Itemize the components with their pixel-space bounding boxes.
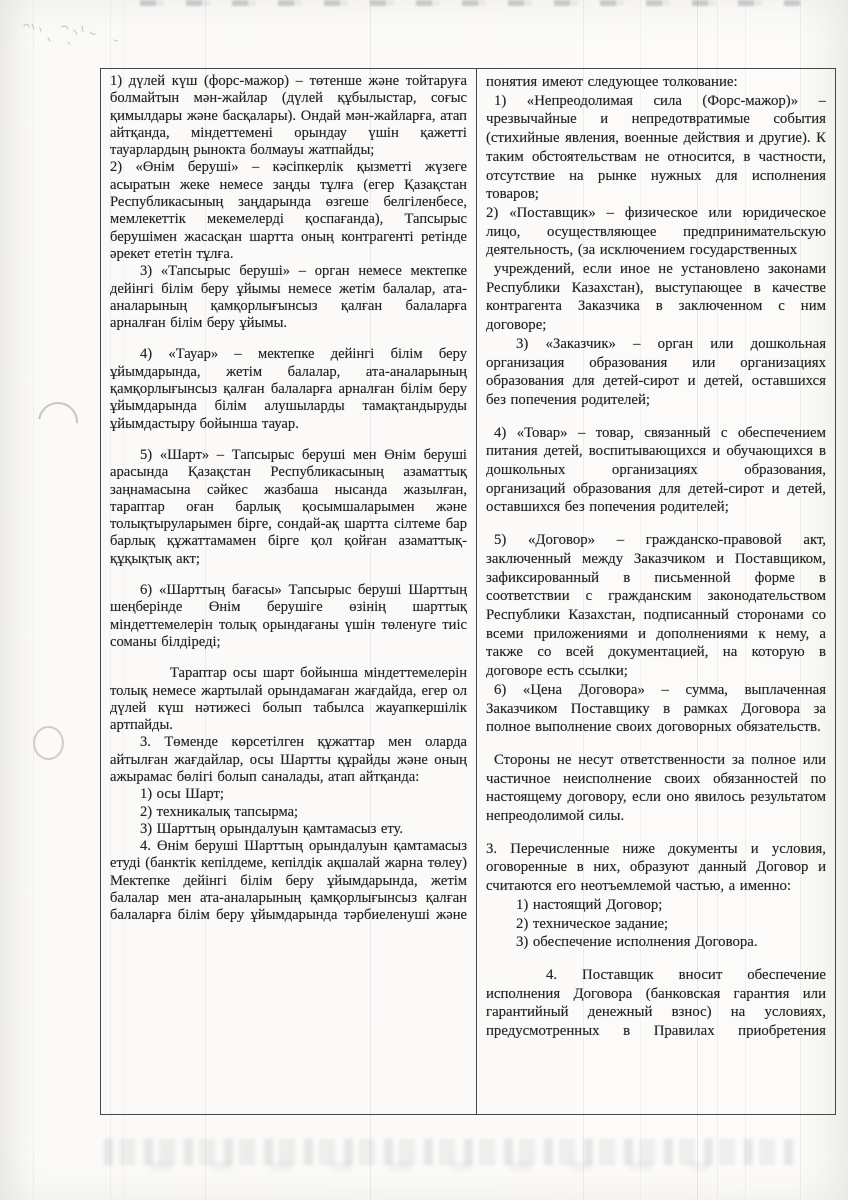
paragraph: 5) «Шарт» – Тапсырыс беруші мен Өнім беруші арасында Қазақстан Республикасының азаматтық заңнамасына сәйкес жазбаша нысанда жазылған, тараптар оған барлық қосымшаларымен және толықтыруларымен бірге, сондай-ақ шартта сілтеме бар барлық құжаттамамен бірге қол қойған азаматтық-құқықтық акт;	[110, 446, 467, 567]
kazakh-column	[101, 69, 477, 1115]
paragraph: Стороны не несут ответственности за полное или частичное неисполнение своих обязанностей по настоящему договору, если оно явилось результатом непреодолимой силы.	[486, 751, 826, 825]
paragraph: 2) «Поставщик» – физическое или юридическое лицо, осуществляющее предпринимательскую деятельность, (за исключением государственных	[486, 204, 826, 259]
paragraph: 3) обеспечение исполнения Договора.	[516, 934, 758, 951]
bleed-through-bottom	[150, 1162, 710, 1170]
paragraph: 1) «Непреодолимая сила (Форс-мажор)» – чрезвычайные и непредотвратимые события (стихийные явления, военные действия и другие). К таким обстоятельствам не относится, в частности, отсутствие на рынке нужных для исполнения товаров;	[486, 92, 826, 203]
paragraph: 5) «Договор» – гражданско-правовой акт, заключенный между Заказчиком и Поставщиком, зафиксированный в письменной форме в соответствии с гражданским законодательством Республики Казахстан, подписанный сторонами со всеми приложениями и дополнениями к нему, а также со всей документацией, на которую в договоре есть ссылки;	[486, 532, 826, 680]
paragraph: 4) «Товар» – товар, связанный с обеспечением питания детей, воспитывающихся и обучающихся в дошкольных организациях образования, организаций образования для детей-сирот и детей, оставшихся без попечения родителей;	[486, 424, 826, 516]
russian-column-text	[486, 73, 826, 1107]
table-row	[101, 69, 836, 1115]
paragraph: 6) «Цена Договора» – сумма, выплаченная Заказчиком Поставщику в рамках Договора за полное выполнение своих договорных обязательств.	[486, 681, 826, 736]
paragraph: 6) «Шарттың бағасы» Тапсырыс беруші Шарттың шеңберінде Өнім берушіге өзінің шарттық міндеттемелерін толық орындағаны үшін төленуге тиіс соманы білдіреді;	[110, 582, 467, 650]
paragraph: 3) «Тапсырыс беруші» – орган немесе мектепке дейінгі білім беру ұйымы немесе жетім балалар, ата-аналарының қамқорлығынсыз қалған балаларға арналған білім беру ұйымы.	[110, 263, 467, 332]
bleed-through-top	[140, 0, 800, 6]
paragraph: 4. Өнім беруші Шарттың орындалуын қамтамасыз етуді (банктік кепілдеме, кепілдік ақшалай жарна төлеу) Мектепке дейінгі білім беру ұйымдарында, жетім балалар мен ата-аналарының қамқорлығынсыз қалған балаларға білім беру ұйымдарында тәрбиеленуші және	[110, 838, 467, 924]
russian-column	[477, 69, 836, 1115]
paragraph: учреждений, если иное не установлено законами Республики Казахстан), выступающее в качестве контрагента Заказчика в заключенном с ним договоре;	[486, 261, 826, 334]
paragraph: 1) настоящий Договор;	[516, 896, 663, 913]
paragraph: 3) Шарттың орындалуын қамтамасыз ету.	[140, 820, 404, 837]
pencil-marks	[18, 12, 138, 60]
paragraph: 1) осы Шарт;	[140, 786, 224, 803]
paragraph: 2) «Өнім беруші» – кәсіпкерлік қызметті жүзеге асыратын жеке немесе заңды тұлға (егер Қазақстан Республикасының заңдарында өзгеше белгіленбесе, мемлекеттік мекемелерді қоспағанда), Тапсырыс берушімен жасасқан шартта оның контрагенті ретінде әрекет ететін тұлға.	[110, 159, 467, 262]
paragraph: понятия имеют следующее толкование:	[486, 74, 738, 90]
paragraph: 4) «Тауар» – мектепке дейінгі білім беру ұйымдарында, жетім балалар, ата-аналарының қамқорлығынсыз қалған балаларға арналған білім беру ұйымдарында білім алушыларды тамақтандыруды ұйымдастыру бойынша тауар.	[110, 346, 467, 432]
paragraph: 3) «Заказчик» – орган или дошкольная организация образования или организациях образования для детей-сирот и детей, оставшихся без попечения родителей;	[486, 335, 826, 408]
paragraph: 2) техническое задание;	[516, 915, 669, 932]
paragraph: 3. Перечисленные ниже документы и условия, оговоренные в них, образуют данный Договор и считаются его неотъемлемой частью, а именно:	[486, 840, 826, 895]
paragraph: 1) дүлей күш (форс-мажор) – төтенше және тойтаруға болмайтын мән-жайлар (дүлей құбылыстар, соғыс қимылдары және басқалары). Ондай мән-жайларға, атап айтқанда, міндеттемені орындау үшін қажетті тауарлардың рынокта болмауы жатпайды;	[110, 73, 467, 159]
paragraph: 3. Төменде көрсетілген құжаттар мен оларда айтылған жағдайлар, осы Шартты құрайды және оның ажырамас бөлігі болып саналады, атап айтқанда:	[110, 734, 467, 785]
binder-ring-artifact	[33, 726, 64, 760]
contract-terms-table	[100, 68, 836, 1115]
kazakh-column-text	[110, 73, 467, 1107]
paragraph: 4. Поставщик вносит обеспечение исполнения Договора (банковская гарантия или гарантийный денежный взнос) на условиях, предусмотренных в Правилах приобретения	[486, 966, 826, 1040]
paragraph: 2) техникалық тапсырма;	[140, 803, 299, 820]
scan-line-artifact	[33, 0, 34, 1200]
paragraph: Тараптар осы шарт бойынша міндеттемелерін толық немесе жартылай орындамаған жағдайда, егер ол дүлей күш нәтижесі болып табылса жауапкершілік артпайды.	[110, 665, 467, 734]
binder-ring-artifact	[36, 400, 80, 444]
